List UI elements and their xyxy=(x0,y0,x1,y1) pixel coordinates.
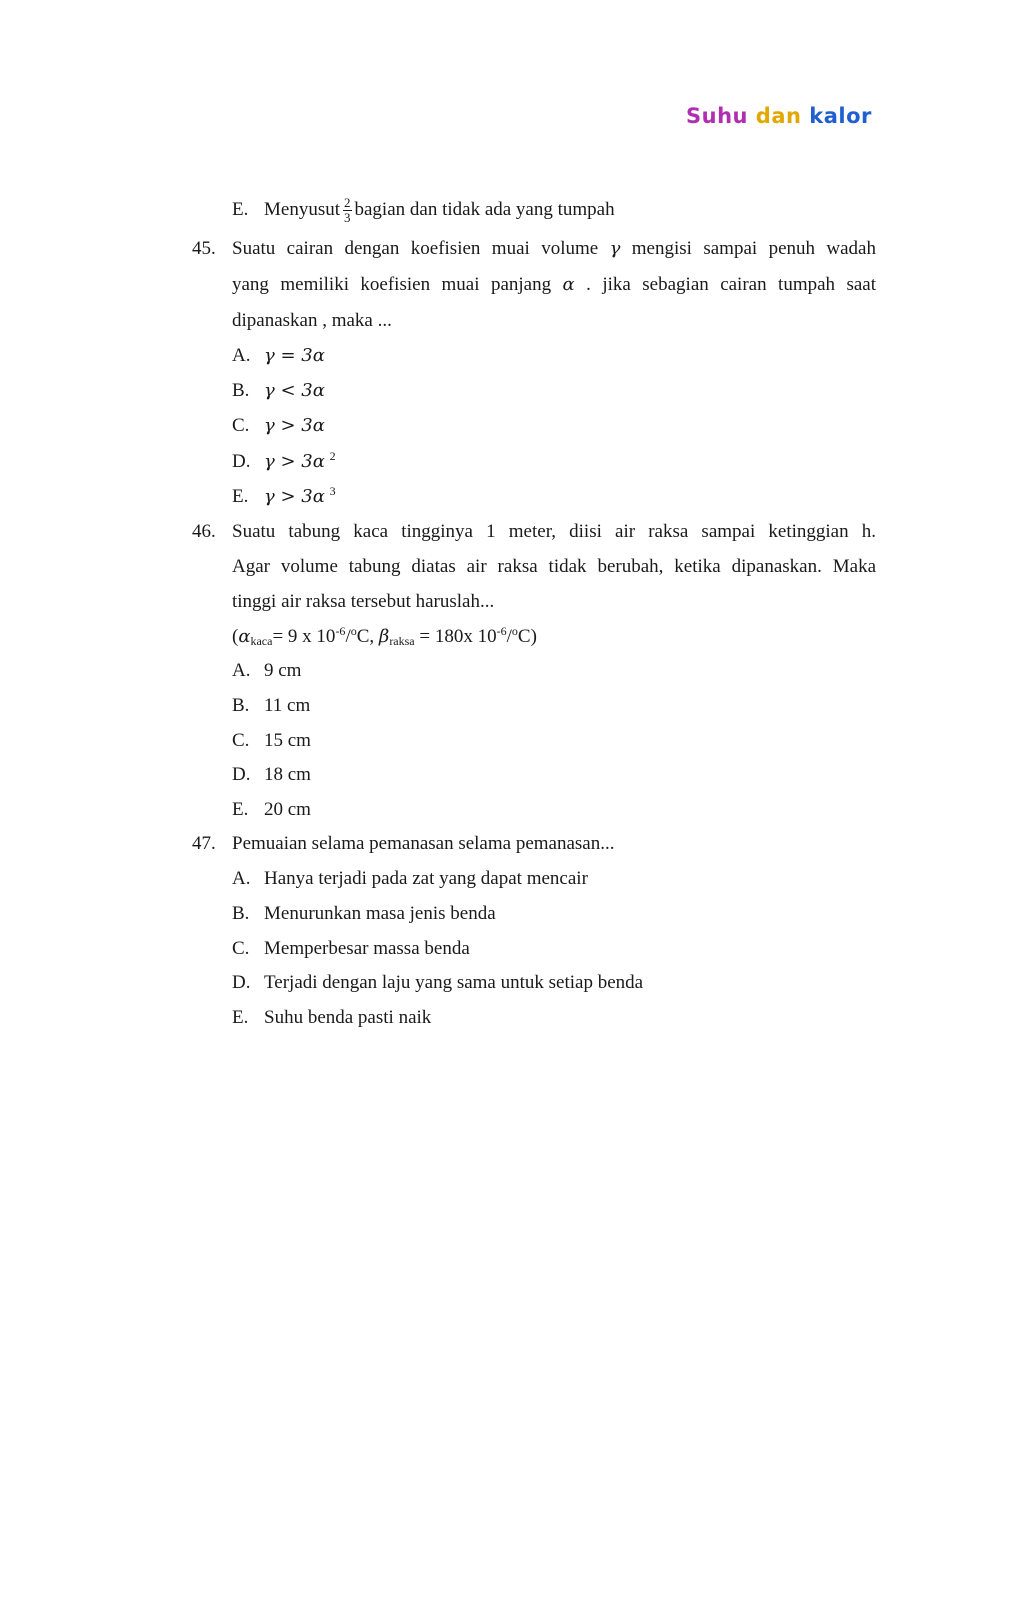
question-46-line-2: Agar volume tabung diatas air raksa tidak berubah, ketika dipanaskan. Maka xyxy=(232,556,876,577)
fraction: $\frac{2}{3}$ xyxy=(344,195,351,225)
question-45-line-1: Suatu cairan dengan koefisien muai volume γ mengisi sampai penuh wadah xyxy=(232,238,876,259)
option-45-a: A. γ = 3α xyxy=(232,345,325,366)
question-46-line-1: Suatu tabung kaca tingginya 1 meter, diisi air raksa sampai ketinggian h. xyxy=(232,521,876,542)
option-45-b: B. γ < 3α xyxy=(232,380,325,401)
question-number: 45. xyxy=(192,238,216,259)
option-46-a: A. 9 cm xyxy=(232,660,302,681)
header-word-1: Suhu xyxy=(686,104,748,128)
question-number: 46. xyxy=(192,521,216,542)
header-title xyxy=(686,104,872,128)
question-45-line-2: yang memiliki koefisien muai panjang α . jika sebagian cairan tumpah saat xyxy=(232,274,877,295)
question-46-line-3: tinggi air raksa tersebut haruslah... xyxy=(232,591,495,612)
option-46-b: B. 11 cm xyxy=(232,695,311,716)
header-word-3: kalor xyxy=(809,104,872,128)
question-47-line-1: Pemuaian selama pemanasan selama pemanasan... xyxy=(232,833,615,854)
option-47-a: A. Hanya terjadi pada zat yang dapat mencair xyxy=(232,868,588,889)
header-word-2: dan xyxy=(755,104,802,128)
option-45-c: C. γ > 3α xyxy=(232,415,325,436)
question-number: 47. xyxy=(192,833,216,854)
option-prev-e: E. Menyusut $\frac{2}{3}$ bagian dan tidak ada yang tumpah xyxy=(232,195,615,225)
option-45-d: D. γ > 3α $^2$ xyxy=(232,449,336,472)
option-46-d: D. 18 cm xyxy=(232,764,311,785)
option-47-d: D. Terjadi dengan laju yang sama untuk setiap benda xyxy=(232,972,644,993)
option-46-c: C. 15 cm xyxy=(232,730,311,751)
option-47-c: C. Memperbesar massa benda xyxy=(232,938,470,959)
question-45-line-3: dipanaskan , maka ... xyxy=(232,310,392,331)
option-45-e: E. γ > 3α $^3$ xyxy=(232,484,336,507)
option-47-e: E. Suhu benda pasti naik xyxy=(232,1007,432,1028)
option-46-e: E. 20 cm xyxy=(232,799,311,820)
question-46-given: ($\alpha_{kaca}= 9$ x $10^{-6}/^oC$, $\beta_{raksa} = 180x$ $10^{-6}/^oC$) xyxy=(232,624,537,648)
option-47-b: B. Menurunkan masa jenis benda xyxy=(232,903,496,924)
